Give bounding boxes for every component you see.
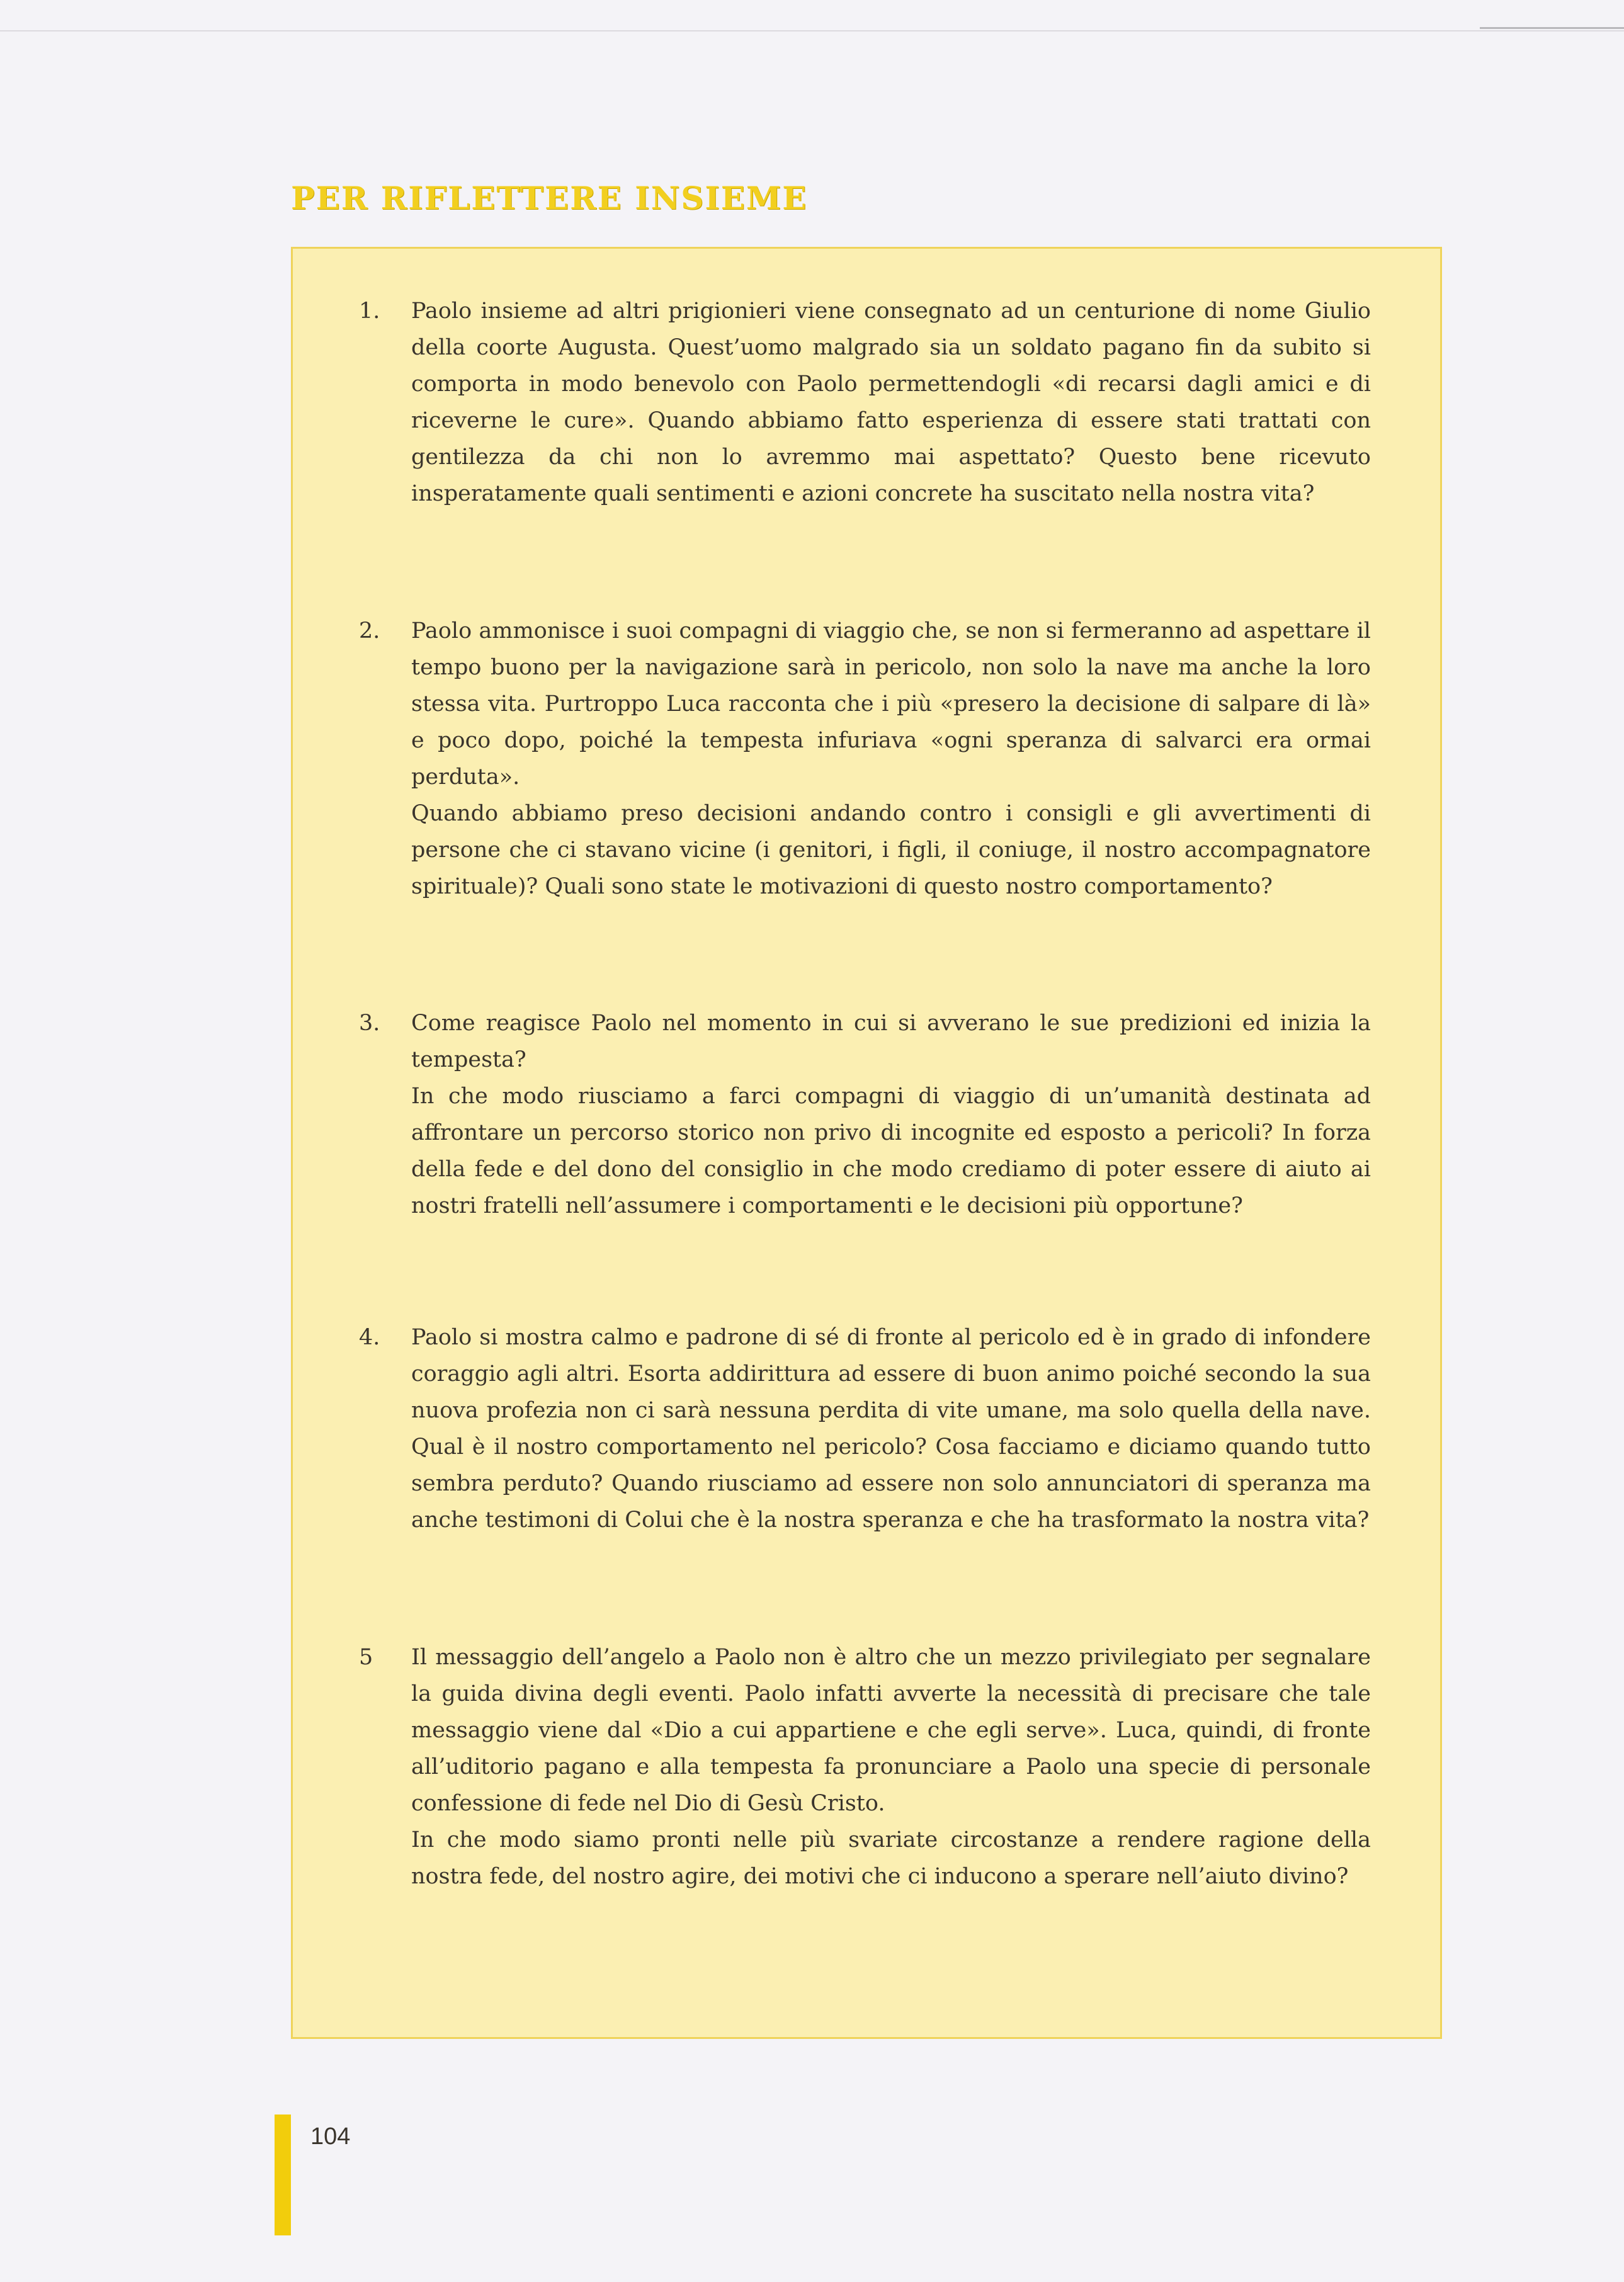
page-marker-bar	[275, 2115, 291, 2235]
question-text	[411, 613, 1371, 905]
page-top-rule	[0, 30, 1624, 31]
questions-box	[291, 247, 1442, 2039]
question-paragraph: In che modo riusciamo a farci compagni di viaggio di un’umanità destinata ad affrontare un percorso storico non privo di incognite ed esposto a pericoli? In forza della fede e del dono del consiglio in che modo crediamo di poter essere di aiuto ai nostri fratelli nell’assumere i comportamenti e le decisioni più opportune?	[411, 1084, 1371, 1218]
page-top-rule-accent	[1480, 27, 1624, 29]
question-paragraph: Quando abbiamo preso decisioni andando contro i consigli e gli avvertimenti di persone che ci stavano vicine (i genitori, i figli, il coniuge, il nostro accompagnatore spirituale)? Quali sono state le motivazioni di questo nostro comportamento?	[411, 801, 1371, 899]
question-paragraph: Paolo ammonisce i suoi compagni di viaggio che, se non si fermeranno ad aspettare il tempo buono per la navigazione sarà in pericolo, non solo la nave ma anche la loro stessa vita. Purtroppo Luca racconta che i più «presero la decisione di salpare di là» e poco dopo, poiché la tempesta infuriava «ogni speranza di salvarci era ormai perduta».	[411, 618, 1371, 790]
question-paragraph: Come reagisce Paolo nel momento in cui si avverano le sue predizioni ed inizia la tempesta?	[411, 1011, 1371, 1072]
question-paragraph: Paolo insieme ad altri prigionieri viene consegnato ad un centurione di nome Giulio della coorte Augusta. Quest’uomo malgrado sia un soldato pagano fin da subito si comporta in modo benevolo con Paolo permettendogli «di recarsi dagli amici e di riceverne le cure». Quando abbiamo fatto esperienza di essere stati trattati con gentilezza da chi non lo avremmo mai aspettato? Questo bene ricevuto insperatamente quali sentimenti e azioni concrete ha suscitato nella nostra vita?	[411, 298, 1371, 506]
question-paragraph: Paolo si mostra calmo e padrone di sé di fronte al pericolo ed è in grado di infondere coraggio agli altri. Esorta addirittura ad essere di buon animo poiché secondo la sua nuova profezia non ci sarà nessuna perdita di vite umane, ma solo quella della nave. Qual è il nostro comportamento nel pericolo? Cosa facciamo e diciamo quando tutto sembra perduto? Quando riusciamo ad essere non solo annunciatori di speranza ma anche testimoni di Colui che è la nostra speranza e che ha trasformato la nostra vita?	[411, 1325, 1371, 1533]
question-text	[411, 1005, 1371, 1224]
question-paragraph: In che modo siamo pronti nelle più svariate circostanze a rendere ragione della nostra fede, del nostro agire, dei motivi che ci inducono a sperare nell’aiuto divino?	[411, 1827, 1371, 1889]
question-text	[411, 1639, 1371, 1895]
question-paragraph: Il messaggio dell’angelo a Paolo non è altro che un mezzo privilegiato per segnalare la guida divina degli eventi. Paolo infatti avverte la necessità di precisare che tale messaggio viene dal «Dio a cui appartiene e che egli serve». Luca, quindi, di fronte all’uditorio pagano e alla tempesta fa pronunciare a Paolo una specie di personale confessione di fede nel Dio di Gesù Cristo.	[411, 1645, 1371, 1816]
question-number: 5	[359, 1645, 373, 1670]
question-text	[411, 293, 1371, 512]
question-text	[411, 1319, 1371, 1538]
question-number: 3.	[359, 1011, 380, 1036]
question-number: 4.	[359, 1325, 380, 1350]
question-number: 1.	[359, 298, 380, 324]
section-title: PER RIFLETTERE INSIEME	[291, 179, 808, 217]
page-number: 104	[310, 2123, 351, 2150]
question-number: 2.	[359, 618, 380, 644]
